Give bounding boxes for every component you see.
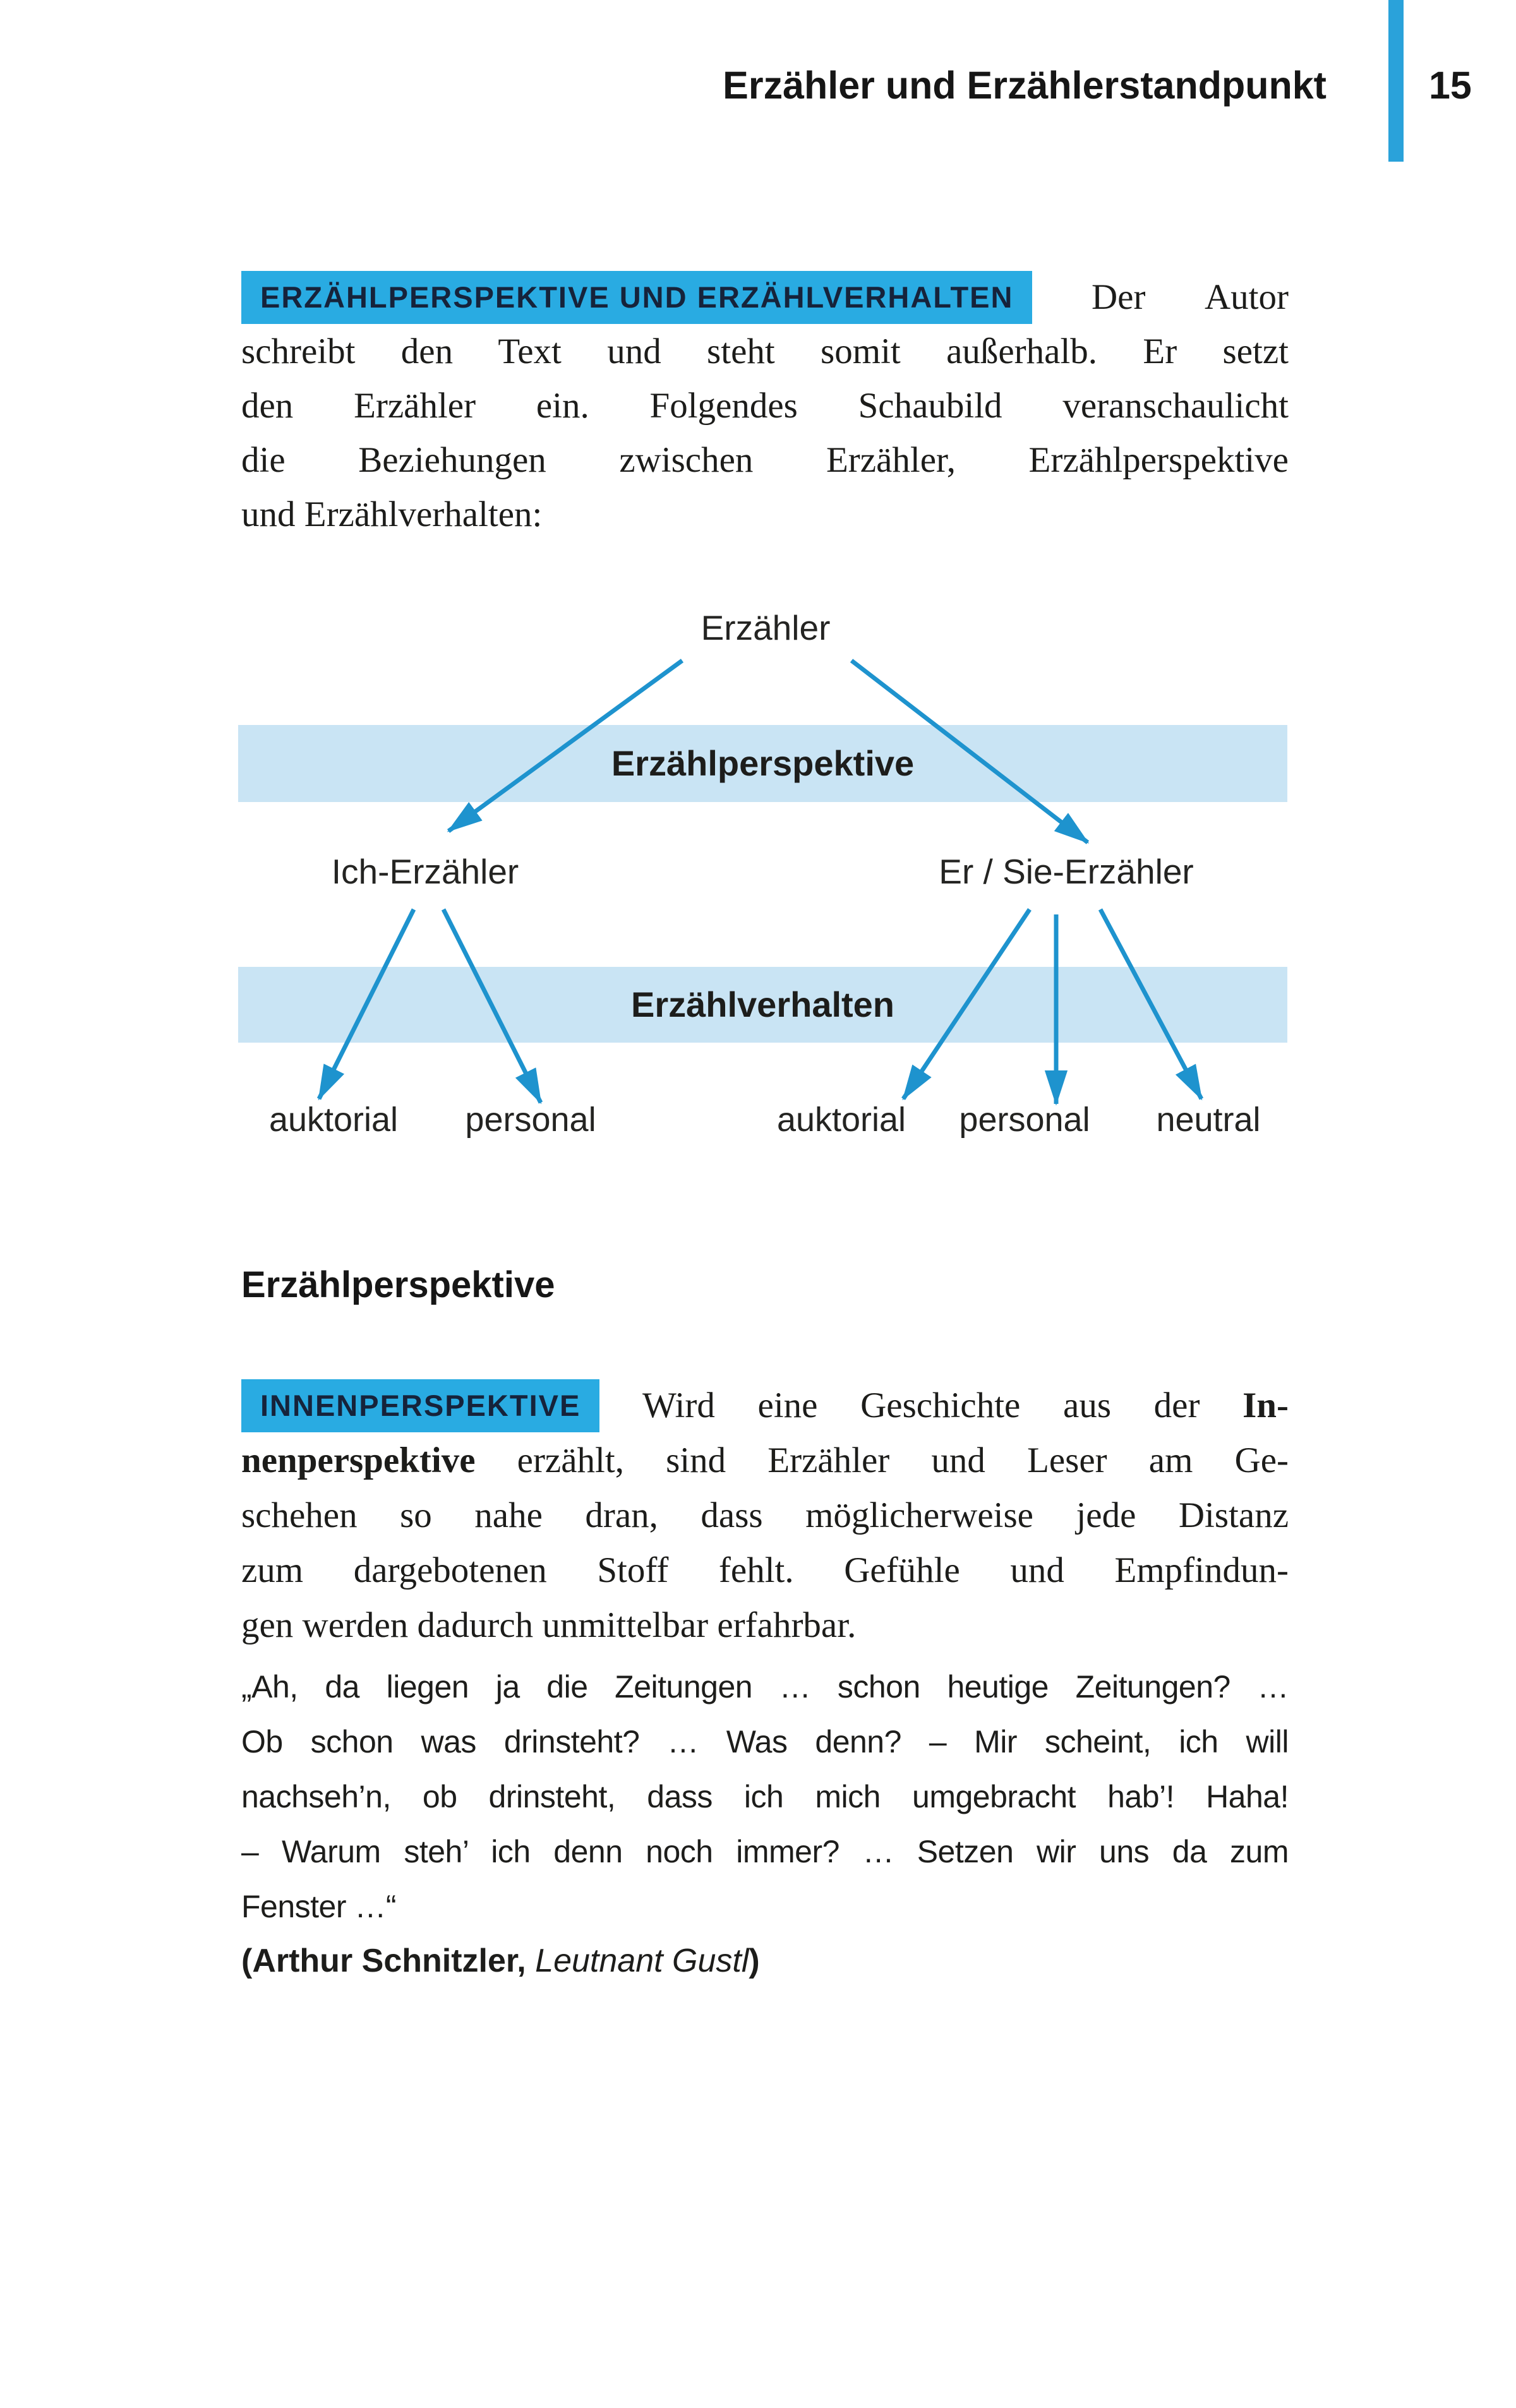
attribution-close-paren: ) [749, 1943, 760, 1979]
intro-word: Der [1092, 277, 1146, 317]
inner-line-2 [241, 1434, 1289, 1488]
inner-line-5: gen werden dadurch unmittelbar erfahrbar. [241, 1605, 857, 1645]
diagram-leaf-personal-2: personal [959, 1101, 1090, 1139]
term-chip-innenperspektive: INNENPERSPEKTIVE [241, 1379, 599, 1432]
diagram-band-erzaehlperspektive: Erzählperspektive [238, 725, 1287, 802]
inner-word: aus [1063, 1386, 1111, 1425]
diagram-leaf-personal-1: personal [465, 1101, 596, 1139]
diagram-leaf-auktorial-2: auktorial [776, 1101, 906, 1139]
inner-word: eine [757, 1386, 818, 1425]
section-heading-erzaehlperspektive: Erzählperspektive [241, 1264, 555, 1305]
header-accent-bar [1388, 0, 1404, 162]
inner-line-4: zum dargebotenen Stoff fehlt. Gefühle und Empfindun- [241, 1550, 1289, 1590]
intro-line-5: und Erzählverhalten: [241, 494, 543, 534]
diagram-leaf-neutral: neutral [1156, 1101, 1261, 1139]
intro-line-4: die Beziehungen zwischen Erzähler, Erzählperspektive [241, 440, 1289, 480]
diagram-leaf-auktorial-1: auktorial [268, 1101, 399, 1139]
inner-word-bold: In- [1242, 1386, 1289, 1425]
attribution-author: (Arthur Schnitzler, [241, 1943, 526, 1979]
attribution-work-title: Leutnant Gustl [535, 1943, 749, 1979]
inner-word: Geschichte [860, 1386, 1021, 1425]
quote-line-4: – Warum steh’ ich denn noch immer? … Setzen wir uns da zum [241, 1834, 1289, 1869]
term-chip-erzaehlperspektive-und-erzaehlverhalten: ERZÄHLPERSPEKTIVE UND ERZÄHLVERHALTEN [241, 271, 1032, 324]
diagram-node-erzaehler: Erzähler [701, 608, 831, 647]
inner-bold-fragment: nenperspektive [241, 1441, 476, 1480]
page-title: Erzähler und Erzählerstandpunkt [723, 64, 1326, 107]
quote-line-2: Ob schon was drinsteht? … Was denn? – Mir scheint, ich will [241, 1724, 1289, 1759]
page-number: 15 [1429, 64, 1472, 107]
intro-word: Autor [1205, 277, 1289, 317]
diagram-band-erzaehlverhalten: Erzählverhalten [238, 967, 1287, 1043]
diagram-node-er-sie-erzaehler: Er / Sie-Erzähler [939, 852, 1194, 891]
quote-attribution [241, 1934, 1289, 1988]
intro-line-3: den Erzähler ein. Folgendes Schaubild veranschaulicht [241, 386, 1289, 426]
quote-line-5: Fenster …“ [241, 1889, 397, 1924]
intro-line-1 [241, 270, 1289, 325]
quote-line-1: „Ah, da liegen ja die Zeitungen … schon heutige Zeitungen? … [241, 1669, 1289, 1704]
diagram-node-ich-erzaehler: Ich-Erzähler [331, 852, 519, 891]
quote-line-3: nachseh’n, ob drinsteht, dass ich mich umgebracht hab’! Haha! [241, 1779, 1289, 1814]
inner-word: der [1153, 1386, 1200, 1425]
inner-line-2-rest: erzählt, sind Erzähler und Leser am Ge- [517, 1441, 1289, 1480]
inner-line-3: schehen so nahe dran, dass möglicherweise jede Distanz [241, 1495, 1289, 1535]
inner-line-1 [241, 1379, 1289, 1433]
inner-word: Wird [642, 1386, 715, 1425]
intro-line-2: schreibt den Text und steht somit außerhalb. Er setzt [241, 332, 1289, 371]
